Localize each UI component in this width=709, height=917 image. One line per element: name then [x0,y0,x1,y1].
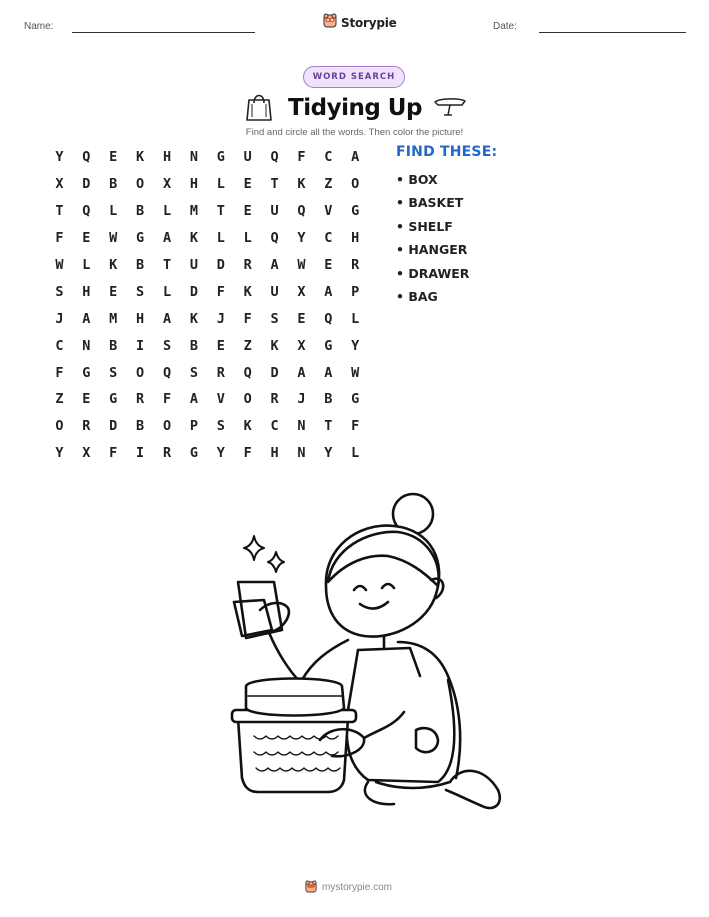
grid-letter[interactable]: C [270,418,279,435]
grid-letter[interactable]: S [189,364,198,381]
grid-letter[interactable]: L [216,230,225,247]
grid-letter[interactable]: G [189,445,198,462]
word-search-grid [46,144,369,467]
grid-letter[interactable]: R [351,257,360,273]
grid-letter[interactable]: T [162,257,172,273]
footer [305,878,392,897]
grid-letter[interactable]: Q [162,364,172,381]
grid-letter[interactable]: K [189,230,198,247]
find-these-heading: FIND THESE: [396,144,498,160]
word-search-badge: WORD SEARCH [303,66,405,88]
grid-letter[interactable]: L [162,203,172,220]
grid-letter[interactable]: L [351,310,360,327]
name-label: Name: [24,21,54,32]
grid-letter[interactable]: F [243,310,252,327]
storypie-logo-icon [323,13,337,32]
grid-letter[interactable]: Z [324,176,333,193]
grid-letter[interactable]: A [297,364,306,381]
grid-letter[interactable]: O [351,176,360,193]
grid-letter[interactable]: Q [324,310,333,327]
grid-letter[interactable]: D [270,364,279,381]
grid-letter[interactable]: K [270,337,279,354]
grid-letter[interactable]: Y [324,445,333,462]
grid-letter[interactable]: O [55,418,64,435]
grid-letter[interactable]: J [55,310,64,327]
grid-letter[interactable]: Y [216,445,225,462]
grid-letter[interactable]: U [243,149,252,166]
storypie-logo-icon [305,878,317,897]
grid-letter[interactable]: P [351,283,360,300]
grid-letter[interactable]: V [324,203,333,220]
word-list [396,170,469,310]
grid-letter[interactable]: Y [297,230,306,247]
grid-letter[interactable]: N [297,445,306,462]
grid-letter[interactable]: A [82,310,91,327]
grid-letter[interactable]: K [109,257,118,273]
grid-letter[interactable]: B [136,257,145,273]
grid-letter[interactable]: H [136,310,145,327]
grid-letter[interactable]: D [189,283,198,300]
grid-letter[interactable]: F [216,283,225,300]
grid-letter[interactable]: E [243,176,252,193]
grid-letter[interactable]: X [162,176,172,193]
grid-letter[interactable]: K [243,283,252,300]
grid-letter[interactable]: L [216,176,225,193]
grid-letter[interactable]: Z [243,337,252,354]
grid-letter[interactable]: U [270,283,279,300]
grid-letter[interactable]: V [216,391,225,408]
word-item: • SHELF [396,218,453,234]
grid-letter[interactable]: J [216,310,225,327]
grid-letter[interactable]: X [82,445,91,462]
grid-letter[interactable]: C [324,230,333,247]
grid-letter[interactable]: R [243,257,252,273]
grid-letter[interactable]: F [55,364,64,381]
grid-letter[interactable]: K [189,310,198,327]
grid-letter[interactable]: G [324,337,333,354]
grid-letter[interactable]: R [136,391,145,408]
grid-letter[interactable]: E [82,391,91,408]
grid-letter[interactable]: O [162,418,172,435]
grid-letter[interactable]: L [109,203,118,220]
grid-letter[interactable]: F [109,445,118,462]
grid-letter[interactable]: I [136,337,145,354]
storypie-logo [323,13,397,32]
grid-letter[interactable]: Y [55,445,64,462]
grid-letter[interactable]: L [162,283,172,300]
grid-letter[interactable]: G [351,391,360,408]
grid-letter[interactable]: Y [55,149,64,166]
grid-letter[interactable]: O [243,391,252,408]
footer-url[interactable]: mystorypie.com [322,882,393,893]
grid-letter[interactable]: E [109,283,118,300]
grid-letter[interactable]: H [82,283,91,300]
grid-letter[interactable]: B [109,176,118,193]
grid-letter[interactable]: H [351,230,360,247]
grid-letter[interactable]: D [216,257,225,273]
grid-letter[interactable]: S [162,337,172,354]
grid-letter[interactable]: E [82,230,91,247]
grid-letter[interactable]: S [270,310,279,327]
grid-letter[interactable]: N [189,149,198,166]
grid-letter[interactable]: Y [351,337,360,354]
grid-letter[interactable]: A [324,283,333,300]
grid-letter[interactable]: D [82,176,91,193]
grid-letter[interactable]: G [82,364,91,381]
word-item: • BASKET [396,195,464,211]
grid-letter[interactable]: F [297,149,306,166]
grid-letter[interactable]: H [189,176,198,193]
grid-letter[interactable]: S [136,283,145,300]
grid-letter[interactable]: A [189,391,198,408]
grid-letter[interactable]: E [109,149,118,166]
grid-letter[interactable]: E [216,337,225,354]
grid-letter[interactable]: W [109,230,118,247]
word-item: • HANGER [396,242,468,258]
grid-letter[interactable]: C [324,149,333,166]
grid-letter[interactable]: X [55,176,64,193]
grid-letter[interactable]: B [136,203,145,220]
grid-letter[interactable]: A [351,149,360,166]
grid-letter[interactable]: M [189,203,198,220]
date-label: Date: [493,21,517,32]
grid-letter[interactable]: S [216,418,225,435]
date-line[interactable] [539,32,686,33]
grid-letter[interactable]: T [270,176,279,193]
grid-letter[interactable]: X [297,337,306,354]
grid-letter[interactable]: Q [270,149,279,166]
grid-letter[interactable]: Q [82,149,91,166]
grid-letter[interactable]: X [297,283,306,300]
brand-name: Storypie [341,15,397,30]
grid-letter[interactable]: Q [297,203,306,220]
grid-letter[interactable]: G [351,203,360,220]
grid-letter[interactable]: H [270,445,279,462]
grid-letter[interactable]: G [136,230,145,247]
grid-letter[interactable]: E [243,203,252,220]
grid-letter[interactable]: K [136,149,145,166]
girl-tidying-basket-illustration[interactable] [198,490,518,834]
grid-letter[interactable]: N [297,418,306,435]
grid-letter[interactable]: A [324,364,333,381]
grid-letter[interactable]: G [109,391,118,408]
grid-letter[interactable]: U [270,203,279,220]
grid-letter[interactable]: A [162,230,172,247]
grid-letter[interactable]: Z [55,391,64,408]
grid-letter[interactable]: A [270,257,279,273]
grid-letter[interactable]: B [109,337,118,354]
grid-letter[interactable]: E [297,310,306,327]
grid-letter[interactable]: F [55,230,64,247]
grid-letter[interactable]: T [216,203,225,220]
instructions: Find and circle all the words. Then color the picture! [245,127,464,138]
grid-letter[interactable]: F [162,391,172,408]
grid-letter[interactable]: R [82,418,91,435]
grid-letter[interactable]: L [351,445,360,462]
word-item: • DRAWER [396,265,470,281]
grid-letter[interactable]: Q [270,230,279,247]
grid-letter[interactable]: U [189,257,198,273]
grid-letter[interactable]: R [162,445,172,462]
grid-letter[interactable]: Q [82,203,91,220]
grid-letter[interactable]: W [351,364,360,381]
grid-letter[interactable]: O [136,364,145,381]
grid-letter[interactable]: T [324,418,333,435]
grid-letter[interactable]: O [136,176,145,193]
word-item: • BOX [396,172,438,187]
grid-letter[interactable]: W [55,257,64,273]
grid-letter[interactable]: C [55,337,64,354]
page-title: Tidying Up [288,95,422,121]
grid-letter[interactable]: M [109,310,118,327]
grid-letter[interactable]: B [189,337,198,354]
name-line[interactable] [72,32,255,33]
grid-letter[interactable]: L [82,257,91,273]
grid-letter[interactable]: B [324,391,333,408]
grid-letter[interactable]: K [243,418,252,435]
grid-letter[interactable]: E [324,257,333,273]
grid-letter[interactable]: N [82,337,91,354]
grid-letter[interactable]: F [243,445,252,462]
grid-letter[interactable]: L [243,230,252,247]
grid-letter[interactable]: H [162,149,172,166]
grid-letter[interactable]: W [297,257,306,273]
grid-letter[interactable]: R [270,391,279,408]
grid-letter[interactable]: I [136,445,145,462]
word-item: • BAG [396,288,438,304]
grid-letter[interactable]: S [55,283,64,300]
grid-letter[interactable]: J [297,391,306,408]
grid-letter[interactable]: T [55,203,64,220]
iron-icon [432,96,468,122]
grid-letter[interactable]: B [136,418,145,435]
grid-letter[interactable]: P [189,418,198,435]
grid-letter[interactable]: S [109,364,118,381]
grid-letter[interactable]: Q [243,364,252,381]
grid-letter[interactable]: G [216,149,225,166]
grid-letter[interactable]: R [216,364,225,381]
grid-letter[interactable]: F [351,418,360,435]
grid-letter[interactable]: K [297,176,306,193]
grid-letter[interactable]: A [162,310,172,327]
grid-letter[interactable]: D [109,418,118,435]
